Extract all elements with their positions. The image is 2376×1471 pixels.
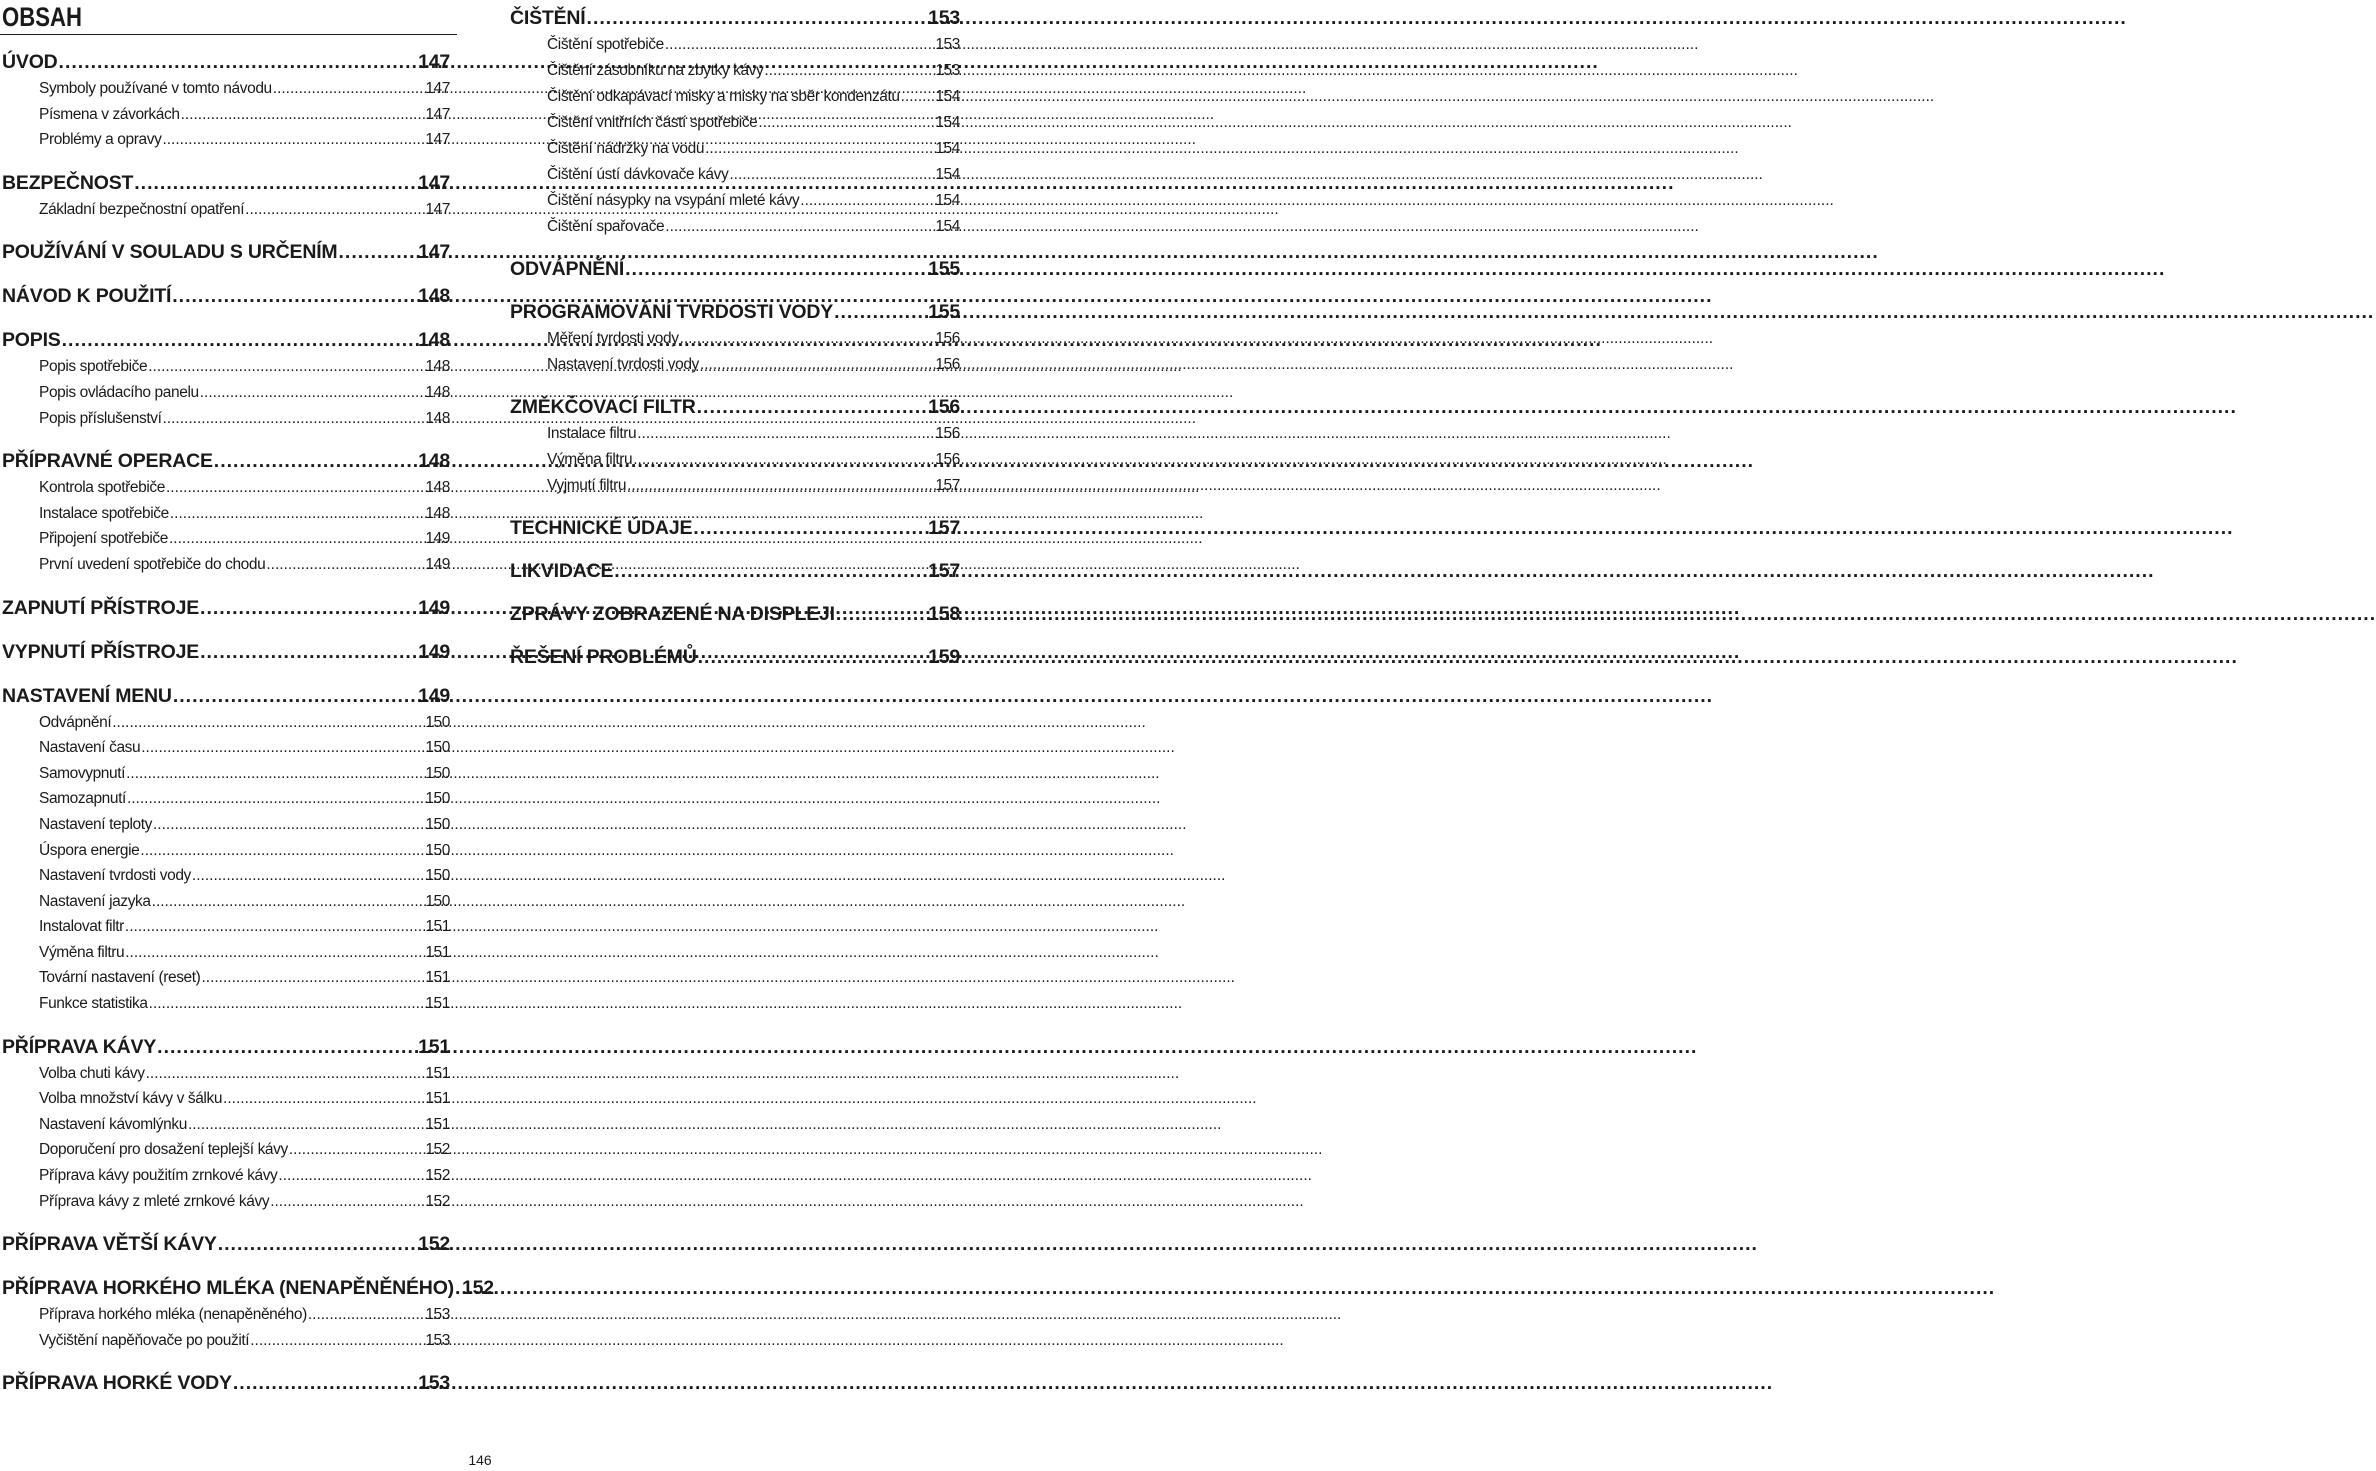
toc-entry[interactable] — [510, 473, 960, 499]
entry-page-number: 151 — [425, 969, 450, 987]
entry-title: Nastavení jazyka — [39, 892, 151, 910]
section-page-number: 148 — [418, 329, 450, 352]
entry-page-number: 157 — [935, 477, 960, 494]
toc-section — [510, 255, 960, 283]
dot-leader — [200, 638, 417, 666]
toc-section — [2, 282, 450, 310]
toc-section — [2, 682, 450, 1017]
section-page-number: 158 — [928, 603, 960, 625]
toc-right-column — [510, 4, 960, 671]
section-title: PROGRAMOVÁNÍ TVRDOSTI VODY — [510, 301, 834, 323]
dot-leader — [289, 1137, 424, 1163]
dot-leader — [125, 940, 424, 966]
toc-entry[interactable] — [2, 914, 450, 940]
toc-entry[interactable] — [2, 965, 450, 991]
toc-entry[interactable] — [2, 1137, 450, 1163]
toc-entry[interactable] — [2, 940, 450, 966]
toc-section-heading[interactable] — [510, 643, 960, 671]
toc-section-heading[interactable] — [2, 638, 450, 666]
dot-leader — [697, 393, 927, 421]
entry-title: Čištění odkapávací misky a misky na sběr kondenzátu — [547, 88, 900, 105]
entry-page-number: 156 — [935, 425, 960, 442]
toc-entry[interactable] — [2, 475, 450, 501]
dot-leader — [214, 447, 417, 475]
dot-leader — [705, 136, 934, 162]
entry-page-number: 151 — [425, 995, 450, 1013]
dot-leader — [173, 682, 417, 710]
toc-entry[interactable] — [510, 447, 960, 473]
entry-page-number: 151 — [425, 1115, 450, 1133]
dot-leader — [764, 58, 934, 84]
dot-leader — [126, 761, 424, 787]
toc-entry[interactable] — [2, 501, 450, 527]
entry-page-number: 152 — [425, 1141, 450, 1159]
section-page-number: 148 — [418, 450, 450, 473]
entry-title: Volba chuti kávy — [39, 1064, 145, 1082]
toc-entry[interactable] — [2, 197, 450, 223]
dot-leader — [637, 421, 934, 447]
entry-page-number: 148 — [425, 504, 450, 522]
entry-title: Čištění nádržky na vodu — [547, 140, 705, 157]
dot-leader — [112, 710, 424, 736]
entry-page-number: 154 — [935, 166, 960, 183]
section-title: TECHNICKÉ ÚDAJE — [510, 517, 693, 539]
toc-entry[interactable] — [2, 1086, 450, 1112]
toc-section — [2, 1274, 494, 1353]
toc-section-heading[interactable] — [2, 1033, 450, 1061]
entry-page-number: 150 — [425, 764, 450, 782]
entry-title: Čištění spotřebiče — [547, 36, 664, 53]
entry-title: Samozapnutí — [39, 790, 126, 808]
entry-title: Instalovat filtr — [39, 918, 124, 936]
entry-title: Symboly používané v tomto návodu — [39, 80, 272, 97]
dot-leader — [201, 965, 424, 991]
entry-page-number: 148 — [425, 383, 450, 401]
section-page-number: 157 — [928, 517, 960, 539]
toc-entry[interactable] — [2, 1163, 450, 1189]
dot-leader — [149, 991, 425, 1017]
section-page-number: 153 — [418, 1372, 450, 1395]
entry-page-number: 148 — [425, 358, 450, 376]
entry-title: Připojení spotřebiče — [39, 530, 168, 548]
entry-page-number: 156 — [935, 451, 960, 468]
dot-leader — [134, 169, 417, 197]
toc-section — [2, 1369, 450, 1397]
dot-leader — [162, 127, 424, 153]
entry-page-number: 150 — [425, 841, 450, 859]
dot-leader — [270, 1189, 424, 1215]
entry-page-number: 148 — [425, 409, 450, 427]
dot-leader — [200, 594, 417, 622]
dot-leader — [125, 914, 424, 940]
section-page-number: 148 — [418, 285, 450, 308]
toc-entry[interactable] — [2, 786, 450, 812]
toc-entry[interactable] — [2, 710, 450, 736]
section-title: ÚVOD — [2, 51, 58, 73]
entry-page-number: 147 — [425, 131, 450, 149]
dot-leader — [170, 501, 424, 527]
dot-leader — [800, 188, 934, 214]
toc-section-heading[interactable] — [510, 557, 960, 585]
section-title: ŘEŠENÍ PROBLÉMŮ — [510, 646, 697, 668]
entry-title: Výměna filtru — [39, 943, 125, 961]
entry-title: Odvápnění — [39, 713, 112, 731]
entry-title: Písmena v závorkách — [39, 105, 180, 123]
dot-leader — [157, 1033, 417, 1061]
toc-entry[interactable] — [510, 136, 960, 162]
entry-title: Kontrola spotřebiče — [39, 479, 165, 497]
section-title: PŘÍPRAVA KÁVY — [2, 1035, 157, 1058]
entry-title: Samovypnutí — [39, 764, 126, 782]
entry-title: Nastavení tvrdosti vody — [39, 867, 191, 885]
entry-page-number: 154 — [935, 192, 960, 209]
toc-section — [510, 393, 960, 499]
toc-section-heading[interactable] — [2, 682, 450, 710]
toc-section-heading[interactable] — [510, 600, 960, 628]
entry-title: Problémy a opravy — [39, 131, 162, 149]
toc-entry[interactable] — [510, 188, 960, 214]
dot-leader — [278, 1163, 424, 1189]
toc-section-heading[interactable] — [510, 255, 960, 283]
toc-entry[interactable] — [2, 76, 450, 102]
dot-leader — [273, 76, 425, 102]
dot-leader — [188, 1112, 424, 1138]
toc-section — [2, 447, 450, 577]
entry-page-number: 151 — [425, 1064, 450, 1082]
entry-page-number: 150 — [425, 790, 450, 808]
entry-title: Čištění vnitřních částí spotřebiče — [547, 114, 758, 131]
entry-page-number: 150 — [425, 815, 450, 833]
section-page-number: 157 — [928, 560, 960, 582]
section-title: POUŽÍVÁNÍ V SOULADU S URČENÍM — [2, 241, 338, 264]
entry-page-number: 154 — [935, 114, 960, 131]
toc-section — [2, 1230, 450, 1258]
section-page-number: 153 — [928, 7, 960, 29]
toc-section — [2, 594, 450, 622]
section-title: PŘÍPRAVA HORKÉHO MLÉKA (NENAPĚNĚNÉHO) — [2, 1277, 454, 1300]
entry-page-number: 149 — [425, 530, 450, 548]
dot-leader — [233, 1369, 417, 1397]
section-page-number: 149 — [418, 684, 450, 707]
entry-title: Vyjmutí filtru — [547, 477, 627, 494]
section-page-number: 152 — [461, 1277, 494, 1300]
toc-section — [510, 643, 960, 671]
entry-page-number: 150 — [425, 713, 450, 731]
entry-page-number: 152 — [425, 1192, 450, 1210]
entry-title: Nastavení tvrdosti vody — [547, 356, 699, 373]
section-title: BEZPEČNOST — [2, 171, 134, 194]
page-title: OBSAH — [2, 2, 82, 32]
toc-section — [510, 4, 960, 240]
dot-leader — [627, 473, 934, 499]
toc-left-column — [2, 48, 494, 1397]
dot-leader — [308, 1302, 425, 1328]
toc-section-heading[interactable] — [2, 1230, 450, 1258]
dot-leader — [625, 255, 927, 283]
dot-leader — [338, 238, 417, 266]
entry-page-number: 150 — [425, 867, 450, 885]
dot-leader — [901, 84, 935, 110]
entry-page-number: 153 — [425, 1306, 450, 1324]
entry-title: Nastavení kávomlýnku — [39, 1115, 187, 1133]
entry-title: První uvedení spotřebiče do chodu — [39, 555, 266, 573]
entry-page-number: 148 — [425, 479, 450, 497]
dot-leader — [62, 326, 417, 354]
entry-title: Měření tvrdosti vody — [547, 330, 679, 347]
entry-page-number: 156 — [935, 356, 960, 373]
toc-section-heading[interactable] — [2, 282, 450, 310]
dot-leader — [665, 32, 934, 58]
entry-title: Popis spotřebiče — [39, 358, 148, 376]
dot-leader — [146, 1061, 425, 1087]
section-title: POPIS — [2, 329, 61, 352]
section-title: PŘÍPRAVA VĚTŠÍ KÁVY — [2, 1233, 217, 1256]
toc-entry[interactable] — [2, 552, 450, 578]
dot-leader — [166, 475, 424, 501]
dot-leader — [148, 354, 424, 380]
toc-entry[interactable] — [2, 406, 450, 432]
entry-page-number: 154 — [935, 140, 960, 157]
dot-leader — [693, 514, 927, 542]
toc-section — [510, 514, 960, 542]
section-title: LIKVIDACE — [510, 560, 614, 582]
entry-page-number: 151 — [425, 1090, 450, 1108]
toc-section — [2, 638, 450, 666]
dot-leader — [250, 1328, 424, 1354]
section-page-number: 149 — [418, 596, 450, 619]
entry-page-number: 147 — [425, 200, 450, 218]
toc-section-heading[interactable] — [2, 48, 450, 76]
toc-entry[interactable] — [2, 838, 450, 864]
toc-entry[interactable] — [2, 863, 450, 889]
toc-section — [2, 169, 450, 223]
toc-entry[interactable] — [2, 889, 450, 915]
entry-title: Instalace spotřebiče — [39, 504, 169, 522]
dot-leader — [152, 889, 425, 915]
entry-title: Čištění spařovače — [547, 218, 665, 235]
section-page-number: 149 — [418, 640, 450, 663]
entry-title: Základní bezpečnostní opatření — [39, 200, 245, 218]
section-title: PŘÍPRAVA HORKÉ VODY — [2, 1372, 232, 1395]
toc-entry[interactable] — [510, 162, 960, 188]
entry-title: Výměna filtru — [547, 451, 633, 468]
toc-entry[interactable] — [2, 812, 450, 838]
toc-entry[interactable] — [510, 84, 960, 110]
section-page-number: 147 — [418, 171, 450, 194]
section-page-number: 155 — [928, 258, 960, 280]
toc-entry[interactable] — [2, 380, 450, 406]
entry-title: Volba množství kávy v šálku — [39, 1090, 223, 1108]
toc-section-heading[interactable] — [510, 393, 960, 421]
dot-leader — [455, 1274, 461, 1302]
dot-leader — [127, 786, 424, 812]
page-number: 146 — [468, 1452, 492, 1468]
dot-leader — [698, 643, 927, 671]
section-title: ZAPNUTÍ PŘÍSTROJE — [2, 596, 200, 619]
entry-page-number: 154 — [935, 218, 960, 235]
toc-entry[interactable] — [510, 214, 960, 240]
entry-page-number: 147 — [425, 105, 450, 123]
section-title: ZPRÁVY ZOBRAZENÉ NA DISPLEJI — [510, 603, 835, 625]
toc-section-heading[interactable] — [2, 447, 450, 475]
entry-title: Popis příslušenství — [39, 409, 162, 427]
section-title: NASTAVENÍ MENU — [2, 684, 172, 707]
toc-entry[interactable] — [2, 1112, 450, 1138]
entry-page-number: 153 — [935, 36, 960, 53]
entry-title: Popis ovládacího panelu — [39, 383, 199, 401]
entry-title: Příprava kávy použitím zrnkové kávy — [39, 1167, 278, 1185]
toc-section-heading[interactable] — [2, 594, 450, 622]
dot-leader — [587, 4, 928, 32]
toc-section — [510, 557, 960, 585]
dot-leader — [758, 110, 934, 136]
toc-entry[interactable] — [2, 1302, 450, 1328]
toc-section-heading[interactable] — [2, 169, 450, 197]
toc-entry[interactable] — [510, 352, 960, 378]
entry-page-number: 151 — [425, 943, 450, 961]
toc-section-heading[interactable] — [2, 1369, 450, 1397]
toc-section — [510, 298, 960, 378]
dot-leader — [614, 557, 927, 585]
section-page-number: 152 — [418, 1233, 450, 1256]
toc-entry[interactable] — [510, 110, 960, 136]
dot-leader — [680, 326, 935, 352]
dot-leader — [153, 812, 424, 838]
entry-title: Čištění zásobníku na zbytky kávy — [547, 62, 764, 79]
entry-title: Instalace filtru — [547, 425, 637, 442]
toc-entry[interactable] — [2, 1328, 450, 1354]
toc-section — [2, 238, 450, 266]
toc-entry[interactable] — [2, 1189, 450, 1215]
toc-section — [2, 1033, 450, 1215]
title-underline — [0, 34, 457, 35]
toc-entry[interactable] — [510, 326, 960, 352]
entry-page-number: 152 — [425, 1167, 450, 1185]
entry-title: Nastavení času — [39, 739, 141, 757]
entry-title: Čištění ústí dávkovače kávy — [547, 166, 729, 183]
toc-section-heading[interactable] — [510, 514, 960, 542]
toc-entry[interactable] — [2, 127, 450, 153]
dot-leader — [266, 552, 424, 578]
section-page-number: 147 — [418, 51, 450, 73]
dot-leader — [172, 282, 417, 310]
dot-leader — [141, 735, 424, 761]
dot-leader — [836, 600, 927, 628]
dot-leader — [245, 197, 424, 223]
entry-page-number: 150 — [425, 892, 450, 910]
toc-section-heading[interactable] — [510, 4, 960, 32]
dot-leader — [192, 863, 424, 889]
section-page-number: 147 — [418, 241, 450, 264]
entry-page-number: 151 — [425, 918, 450, 936]
dot-leader — [59, 48, 418, 76]
dot-leader — [163, 406, 425, 432]
entry-page-number: 153 — [425, 1331, 450, 1349]
toc-entry[interactable] — [2, 761, 450, 787]
entry-page-number: 153 — [935, 62, 960, 79]
entry-title: Čištění násypky na vsypání mleté kávy — [547, 192, 800, 209]
entry-title: Tovární nastavení (reset) — [39, 969, 201, 987]
dot-leader — [200, 380, 425, 406]
entry-title: Doporučení pro dosažení teplejší kávy — [39, 1141, 288, 1159]
entry-title: Příprava horkého mléka (nenapěněného) — [39, 1306, 307, 1324]
entry-title: Funkce statistika — [39, 995, 148, 1013]
toc-entry[interactable] — [510, 421, 960, 447]
toc-entry[interactable] — [2, 102, 450, 128]
entry-page-number: 156 — [935, 330, 960, 347]
toc-entry[interactable] — [2, 526, 450, 552]
toc-section-heading[interactable] — [2, 326, 450, 354]
section-title: ODVÁPNĚNÍ — [510, 258, 625, 280]
dot-leader — [181, 102, 425, 128]
entry-page-number: 154 — [935, 88, 960, 105]
dot-leader — [169, 526, 424, 552]
toc-entry[interactable] — [2, 354, 450, 380]
dot-leader — [834, 298, 927, 326]
section-title: ČIŠTĚNÍ — [510, 7, 586, 29]
section-page-number: 156 — [928, 396, 960, 418]
toc-entry[interactable] — [2, 735, 450, 761]
entry-title: Příprava kávy z mleté zrnkové kávy — [39, 1192, 270, 1210]
toc-entry[interactable] — [2, 991, 450, 1017]
dot-leader — [729, 162, 934, 188]
toc-section — [510, 600, 960, 628]
section-page-number: 151 — [418, 1035, 450, 1058]
toc-entry[interactable] — [510, 58, 960, 84]
section-title: NÁVOD K POUŽITÍ — [2, 285, 172, 308]
toc-section — [2, 48, 450, 153]
entry-page-number: 147 — [425, 80, 450, 97]
dot-leader — [665, 214, 934, 240]
section-title: ZMĚKČOVACÍ FILTR — [510, 396, 696, 418]
entry-title: Vyčištění napěňovače po použití — [39, 1331, 250, 1349]
dot-leader — [223, 1086, 424, 1112]
toc-section-heading[interactable] — [510, 298, 960, 326]
entry-title: Nastavení teploty — [39, 815, 152, 833]
dot-leader — [633, 447, 934, 473]
entry-title: Úspora energie — [39, 841, 140, 859]
section-page-number: 155 — [928, 301, 960, 323]
dot-leader — [700, 352, 934, 378]
entry-page-number: 149 — [425, 555, 450, 573]
section-title: PŘÍPRAVNÉ OPERACE — [2, 450, 213, 473]
dot-leader — [140, 838, 424, 864]
toc-entry[interactable] — [2, 1061, 450, 1087]
toc-section-heading[interactable] — [2, 1274, 494, 1302]
dot-leader — [218, 1230, 417, 1258]
toc-section — [2, 326, 450, 431]
toc-section-heading[interactable] — [2, 238, 450, 266]
toc-entry[interactable] — [510, 32, 960, 58]
section-title: VYPNUTÍ PŘÍSTROJE — [2, 640, 200, 663]
section-page-number: 159 — [928, 646, 960, 668]
entry-page-number: 150 — [425, 739, 450, 757]
